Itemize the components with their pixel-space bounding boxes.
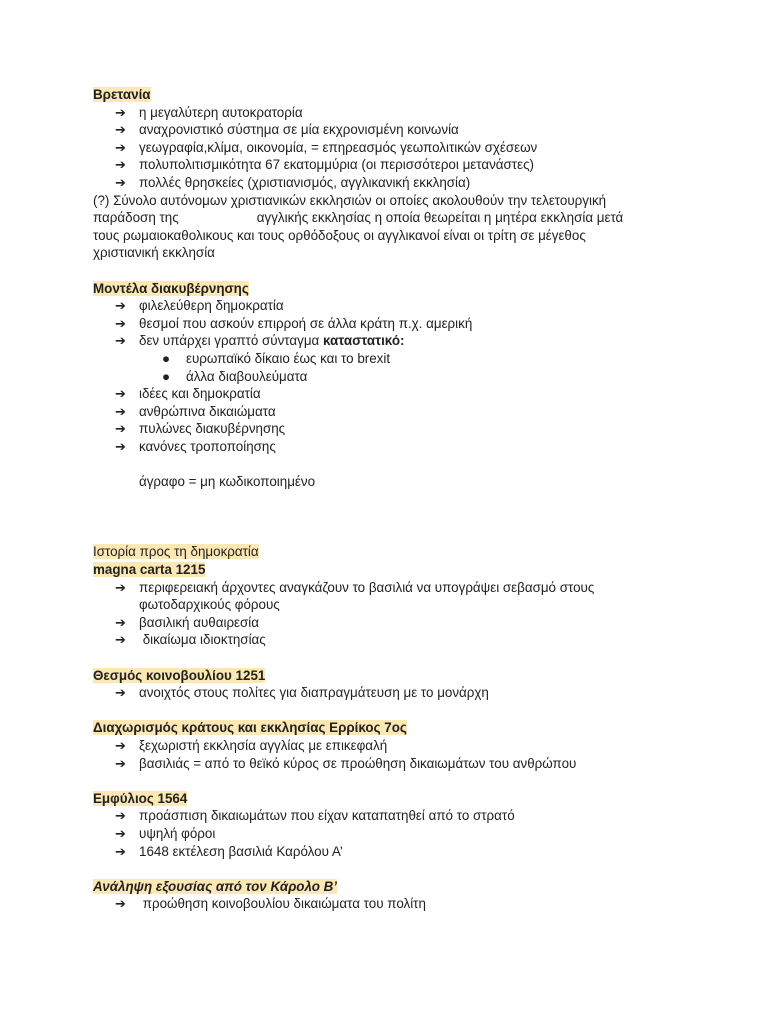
list-item: ➔ θεσμοί που ασκούν επιρροή σε άλλα κράτη π.χ. αμερική: [115, 315, 473, 331]
section-heading-separation: Διαχωρισμός κράτους και εκκλησίας Ερρίκος 7ος: [93, 720, 407, 736]
arrow-icon: ➔: [115, 737, 126, 753]
arrow-icon: ➔: [115, 421, 126, 437]
arrow-icon: ➔: [115, 104, 126, 120]
arrow-icon: ➔: [115, 632, 126, 648]
arrow-icon: ➔: [115, 843, 126, 859]
sub-list-item: ● άλλα διαβουλεύματα: [162, 368, 308, 384]
bullet-icon: ●: [162, 368, 171, 384]
arrow-icon: ➔: [115, 579, 126, 595]
arrow-icon: ➔: [115, 298, 126, 314]
arrow-icon: ➔: [115, 614, 126, 630]
section-subheading-magna-carta: magna carta 1215: [93, 562, 206, 578]
list-item: ➔ αναχρονιστικό σύστημα σε μία εκχρονισμένη κοινωνία: [115, 122, 459, 138]
list-item: ➔ ιδέες και δημοκρατία: [115, 386, 261, 402]
document-page: [93, 86, 693, 913]
section-heading-charles-ii: Ανάληψη εξουσίας από τον Κάρολο Β’: [93, 878, 338, 894]
list-item: ➔ ξεχωριστή εκκλησία αγγλίας με επικεφαλή: [115, 737, 388, 753]
section-heading-history: Ιστορία προς τη δημοκρατία: [93, 544, 259, 560]
note-text: άγραφο = μη κωδικοποιημένο: [139, 474, 316, 490]
arrow-icon: ➔: [115, 315, 126, 331]
list-item: ➔ γεωγραφία,κλίμα, οικονομία, = επηρεασμός γεωπολιτικών σχέσεων: [115, 139, 538, 155]
arrow-icon: ➔: [115, 685, 126, 701]
section-heading-governance-models: Μοντέλα διακυβέρνησης: [93, 280, 249, 296]
arrow-icon: ➔: [115, 122, 126, 138]
list-item: ➔ προώθηση κοινοβουλίου δικαιώματα του πολίτη: [115, 896, 426, 912]
arrow-icon: ➔: [115, 438, 126, 454]
list-item: ➔ φιλελεύθερη δημοκρατία: [115, 298, 284, 314]
paragraph-line: παράδοση της αγγλικής εκκλησίας η οποία θεωρείται η μητέρα εκκλησία μετά: [93, 210, 624, 226]
arrow-icon: ➔: [115, 174, 126, 190]
list-item: ➔ πολυπολιτισμικότητα 67 εκατομμύρια (οι περισσότεροι μετανάστες): [115, 157, 534, 173]
list-item: ➔ πυλώνες διακυβέρνησης: [115, 421, 286, 437]
list-item: ➔ προάσπιση δικαιωμάτων που είχαν καταπατηθεί από το στρατό: [115, 808, 515, 824]
list-item: ➔ περιφερειακή άρχοντες αναγκάζουν το βασιλιά να υπογράψει σεβασμό στους: [115, 579, 595, 595]
list-item: ➔ 1648 εκτέλεση βασιλιά Καρόλου Α’: [115, 843, 343, 859]
list-item: ➔ η μεγαλύτερη αυτοκρατορία: [115, 104, 303, 120]
list-item: ➔ δεν υπάρχει γραπτό σύνταγμα καταστατικό:: [115, 333, 405, 349]
list-item: ➔ ανοιχτός στους πολίτες για διαπραγμάτευση με το μονάρχη: [115, 685, 489, 701]
paragraph-line: (?) Σύνολο αυτόνομων χριστιανικών εκκλησιών οι οποίες ακολουθούν την τελετουργική: [93, 192, 607, 208]
section-heading-parliament: Θεσμός κοινοβουλίου 1251: [93, 667, 266, 683]
list-item: ➔ δικαίωμα ιδιοκτησίας: [115, 632, 266, 648]
list-item: ➔ πολλές θρησκείες (χριστιανισμός, αγγλικανική εκκλησία): [115, 174, 471, 190]
sub-list-item: ● ευρωπαϊκό δίκαιο έως και το brexit: [162, 350, 391, 366]
list-item: ➔ κανόνες τροποποίησης: [115, 438, 276, 454]
section-heading-civil-war: Εμφύλιος 1564: [93, 790, 188, 806]
list-item: ➔ βασιλική αυθαιρεσία: [115, 614, 260, 630]
list-item: ➔ ανθρώπινα δικαιώματα: [115, 403, 276, 419]
arrow-icon: ➔: [115, 825, 126, 841]
arrow-icon: ➔: [115, 386, 126, 402]
arrow-icon: ➔: [115, 755, 126, 771]
arrow-icon: ➔: [115, 896, 126, 912]
paragraph-line: τους ρωμαιοκαθολικους και τους ορθόδοξους οι αγγλικανοί είναι οι τρίτη σε μέγεθος: [93, 227, 586, 243]
list-item-continuation: φωτοδαρχικούς φόρους: [139, 597, 280, 613]
section-heading-britain: Βρετανία: [93, 87, 151, 102]
arrow-icon: ➔: [115, 157, 126, 173]
list-item: ➔ υψηλή φόροι: [115, 825, 216, 841]
paragraph-line: χριστιανική εκκλησία: [93, 245, 215, 261]
bullet-icon: ●: [162, 350, 171, 366]
arrow-icon: ➔: [115, 139, 126, 155]
arrow-icon: ➔: [115, 333, 126, 349]
arrow-icon: ➔: [115, 403, 126, 419]
arrow-icon: ➔: [115, 808, 126, 824]
list-item: ➔ βασιλιάς = από το θεϊκό κύρος σε προώθηση δικαιωμάτων του ανθρώπου: [115, 755, 577, 771]
